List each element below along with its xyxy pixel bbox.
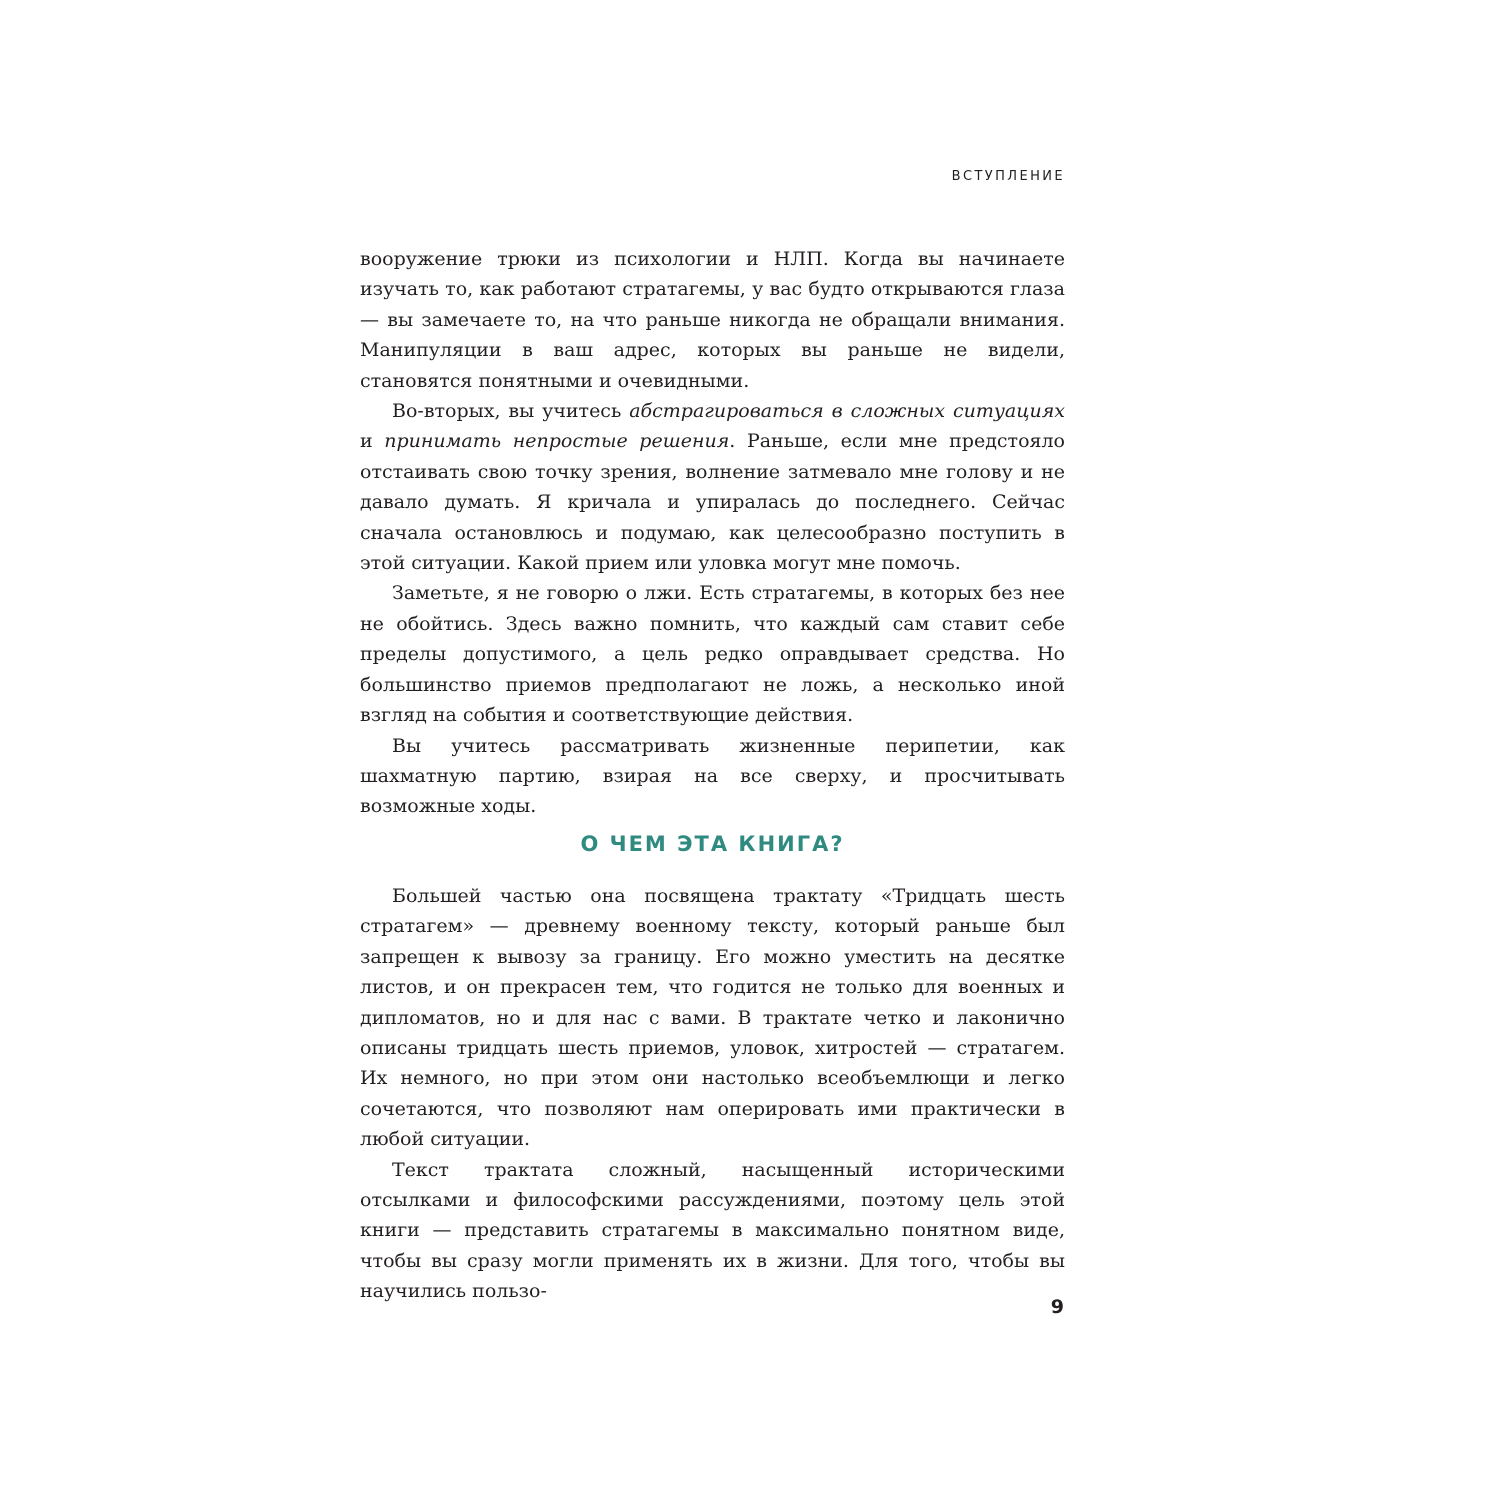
body-text-top bbox=[360, 244, 1065, 822]
paragraph-text: . Раньше, если мне предстояло отстаивать свою точку зрения, волнение затмевало мне голову и не давало думать. Я кричала и упиралась до последнего. Сейчас сначала остановлюсь и подумаю, как целесообразно поступить в этой ситуации. Какой прием или уловка могут мне помочь. bbox=[360, 430, 1065, 575]
emphasis-text: абстрагироваться в сложных ситуациях bbox=[629, 400, 1066, 423]
paragraph: Вы учитесь рассматривать жизненные перипетии, как шахматную партию, взирая на все сверху, и просчитывать возможные ходы. bbox=[360, 734, 1065, 818]
page-number: 9 bbox=[1050, 1296, 1064, 1318]
paragraph: вооружение трюки из психологии и НЛП. Когда вы начинаете изучать то, как работают стратагемы, у вас будто открываются глаза — вы замечаете то, на что раньше никогда не обращали внимания. Манипуляции в ваш адрес, которых вы раньше не видели, становятся понятными и очевидными. bbox=[360, 248, 1065, 392]
body-text-bottom bbox=[360, 881, 1065, 1307]
paragraph-text: Во-вторых, вы учитесь bbox=[392, 400, 630, 423]
paragraph-text: и bbox=[360, 430, 385, 453]
paragraph: Большей частью она посвящена трактату «Тридцать шесть стратагем» — древнему военному тексту, который раньше был запрещен к вывозу за границу. Его можно уместить на десятке листов, и он прекрасен тем, что годится не только для военных и дипломатов, но и для нас с вами. В трактате четко и лаконично описаны тридцать шесть приемов, уловок, хитростей — стратагем. Их немного, но при этом они настолько всеобъемлющи и легко сочетаются, что позволяют нам оперировать ими практически в любой ситуации. bbox=[360, 885, 1065, 1151]
paragraph: Текст трактата сложный, насыщенный историческими отсылками и философскими рассуждениями, поэтому цель этой книги — представить стратагемы в максимально понятном виде, чтобы вы сразу могли применять их в жизни. Для того, чтобы вы научились пользо- bbox=[360, 1158, 1065, 1303]
running-head: ВСТУПЛЕНИЕ bbox=[951, 169, 1065, 184]
paragraph: Заметьте, я не говорю о лжи. Есть стратагемы, в которых без нее не обойтись. Здесь важно помнить, что каждый сам ставит себе пределы допустимого, а цель редко оправдывает средства. Но большинство приемов предполагают не ложь, а несколько иной взгляд на события и соответствующие действия. bbox=[360, 582, 1065, 727]
paragraph bbox=[360, 396, 1065, 578]
section-heading: О ЧЕМ ЭТА КНИГА? bbox=[580, 832, 845, 856]
emphasis-text: принимать непростые решения bbox=[384, 430, 730, 453]
